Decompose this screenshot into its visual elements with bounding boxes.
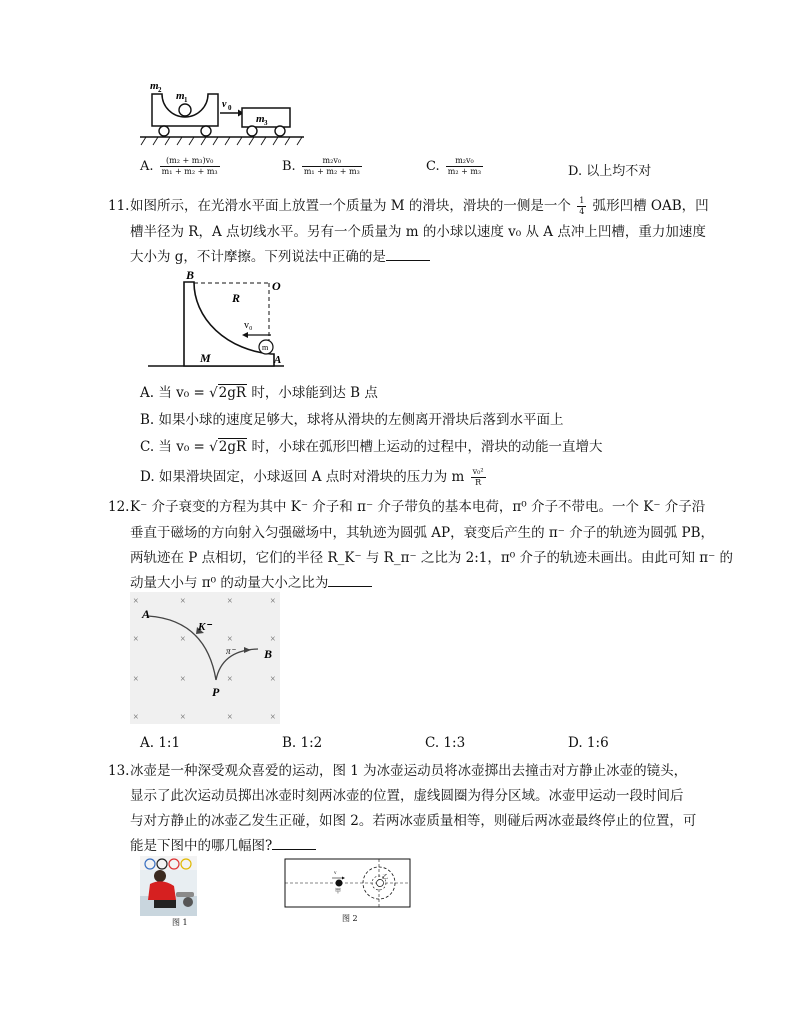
- q12-line-2: 垂直于磁场的方向射入匀强磁场中，其轨迹为圆弧 AP，衰变后产生的 π⁻ 介子的轨迹为圆弧 PB，: [130, 525, 714, 541]
- q11-option-d[interactable]: D. 如果滑块固定，小球返回 A 点时对滑块的压力为 m $\frac{\text{v₀²}}{R}$: [140, 467, 484, 487]
- q12-option-a[interactable]: A. 1:1: [140, 735, 181, 751]
- svg-text:×: ×: [180, 712, 186, 723]
- q11-line-1: 如图所示，在光滑水平面上放置一个质量为 M 的滑块，滑块的一侧是一个 $\frac{1}{4}$ 弧形凹槽 OAB，凹: [130, 196, 709, 216]
- svg-text:A: A: [274, 354, 282, 366]
- svg-text:v: v: [222, 99, 227, 110]
- svg-text:×: ×: [133, 712, 139, 723]
- q13-number: 13.: [108, 763, 130, 779]
- q12-number: 12.: [108, 499, 130, 515]
- svg-text:×: ×: [133, 674, 139, 685]
- curling-photo: [140, 856, 197, 916]
- answer-blank[interactable]: [328, 572, 372, 587]
- svg-text:m: m: [262, 343, 269, 352]
- figure-2-caption: 图 2: [342, 914, 358, 923]
- svg-text:×: ×: [180, 596, 186, 607]
- q11-figure: [146, 268, 296, 372]
- q12-option-d[interactable]: D. 1:6: [568, 735, 609, 751]
- curling-diagram: [284, 858, 412, 910]
- q12-option-c[interactable]: C. 1:3: [425, 735, 466, 751]
- svg-text:π⁻: π⁻: [226, 646, 236, 656]
- q11-line-2: 槽半径为 R，A 点切线水平。另有一个质量为 m 的小球以速度 v₀ 从 A 点冲上凹槽，重力加速度: [130, 224, 706, 240]
- slider-block: [184, 282, 274, 366]
- svg-text:R: R: [232, 291, 241, 305]
- svg-text:×: ×: [270, 674, 276, 685]
- q11-number: 11.: [108, 198, 130, 214]
- q10-option-d[interactable]: D. 以上均不对: [568, 164, 652, 179]
- svg-text:O: O: [272, 279, 281, 293]
- svg-text:m: m: [256, 113, 265, 125]
- svg-text:×: ×: [270, 712, 276, 723]
- q11-option-b[interactable]: B. 如果小球的速度足够大，球将从滑块的左侧离开滑块后落到水平面上: [140, 412, 564, 428]
- stone-jia: [336, 880, 343, 887]
- svg-text:×: ×: [180, 674, 186, 685]
- figure-1-caption: 图 1: [172, 918, 188, 927]
- svg-text:×: ×: [227, 596, 233, 607]
- q11-option-a[interactable]: A. 当 v₀ = √2gR 时，小球能到达 B 点: [140, 385, 378, 401]
- q10-option-c[interactable]: C. $\frac{\text{m₂v₀}}{\text{m₂ + m₃}}$: [426, 156, 482, 176]
- svg-text:M: M: [200, 351, 211, 365]
- q13-line-2: 显示了此次运动员掷出冰壶时刻两冰壶的位置，虚线圆圈为得分区域。冰壶甲运动一段时间后: [130, 788, 684, 804]
- svg-text:×: ×: [227, 634, 233, 645]
- q12-line-4: 动量大小与 π⁰ 的动量大小之比为: [130, 570, 372, 596]
- svg-text:甲: 甲: [335, 889, 342, 895]
- q12-figure: [130, 592, 280, 724]
- svg-text:×: ×: [180, 634, 186, 645]
- svg-text:×: ×: [133, 634, 139, 645]
- ball-m1: [179, 104, 191, 116]
- svg-text:v: v: [334, 871, 337, 876]
- svg-text:m: m: [150, 80, 159, 92]
- q11-line-3: 大小为 g，不计摩擦。下列说法中正确的是: [130, 244, 430, 270]
- svg-text:×: ×: [133, 596, 139, 607]
- svg-text:×: ×: [227, 712, 233, 723]
- svg-text:m: m: [176, 90, 185, 102]
- svg-text:0: 0: [228, 104, 232, 112]
- q11-option-c[interactable]: C. 当 v₀ = √2gR 时，小球在弧形凹槽上运动的过程中，滑块的动能一直增大: [140, 439, 603, 455]
- svg-text:P: P: [212, 685, 220, 699]
- q10-option-b[interactable]: B. $\frac{\text{m₂v₀}}{\text{m₁ + m₂ + m₃}}$: [282, 156, 360, 176]
- svg-text:B: B: [264, 647, 273, 661]
- svg-text:A: A: [142, 607, 151, 621]
- q13-line-3: 与对方静止的冰壶乙发生正碰，如图 2。若两冰壶质量相等，则碰后两冰壶最终停止的位置，可: [130, 813, 697, 829]
- answer-blank[interactable]: [272, 835, 316, 850]
- q13-line-4: 能是下图中的哪几幅图?: [130, 833, 316, 859]
- svg-text:3: 3: [264, 119, 268, 127]
- q12-option-b[interactable]: B. 1:2: [282, 735, 323, 751]
- svg-text:乙: 乙: [382, 875, 389, 881]
- q12-line-3: 两轨迹在 P 点相切，它们的半径 R_K⁻ 与 R_π⁻ 之比为 2:1，π⁰ 介子的轨迹未画出。由此可知 π⁻ 的: [130, 550, 734, 566]
- answer-blank[interactable]: [386, 246, 430, 261]
- svg-text:1: 1: [184, 96, 188, 104]
- svg-text:B: B: [186, 268, 195, 282]
- q10-option-a[interactable]: A. $\frac{\text{(m₂ + m₃)v₀}}{\text{m₁ + m₂ + m₃}}$: [140, 156, 218, 176]
- svg-text:×: ×: [227, 674, 233, 685]
- svg-text:×: ×: [270, 596, 276, 607]
- q12-line-1: K⁻ 介子衰变的方程为其中 K⁻ 介子和 π⁻ 介子带负的基本电荷，π⁰ 介子不带电。一个 K⁻ 介子沿: [130, 499, 706, 515]
- q10-figure: [138, 76, 308, 148]
- svg-text:×: ×: [270, 634, 276, 645]
- svg-text:2: 2: [158, 86, 162, 94]
- svg-text:K⁻: K⁻: [198, 621, 212, 633]
- svg-text:v₀: v₀: [244, 320, 253, 331]
- q13-line-1: 冰壶是一种深受观众喜爱的运动，图 1 为冰壶运动员将冰壶掷出去撞击对方静止冰壶的镜头，: [130, 763, 688, 779]
